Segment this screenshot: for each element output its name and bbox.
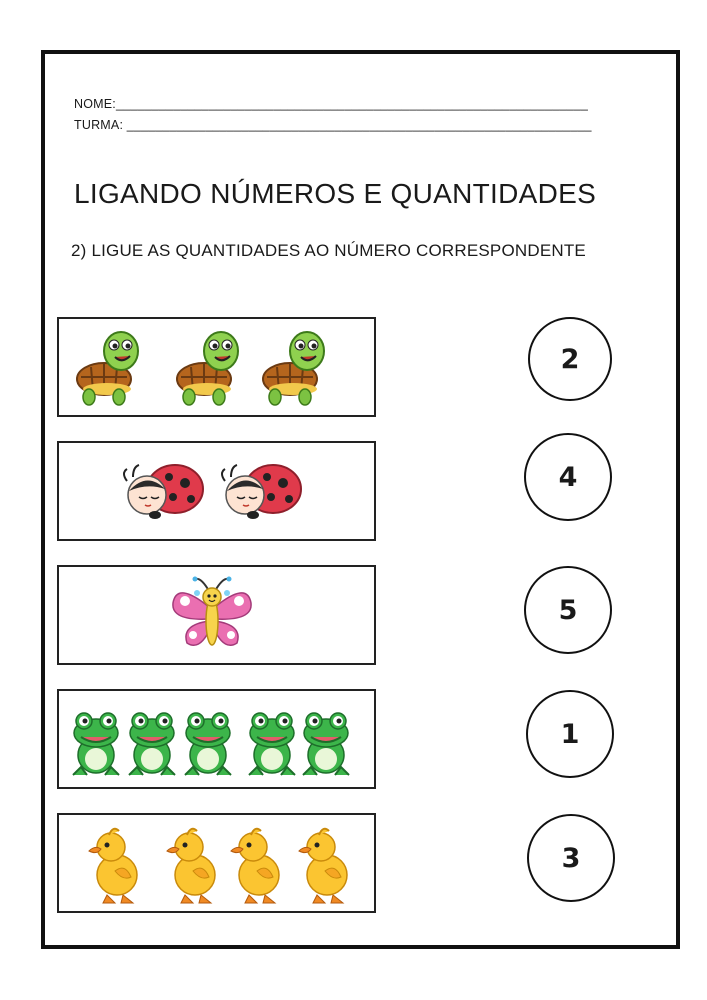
quantity-box-turtles[interactable] (57, 317, 376, 417)
number-circle-1[interactable]: 1 (526, 690, 614, 778)
ladybug-icon (217, 459, 305, 523)
duck-icon (85, 823, 141, 907)
worksheet-title: LIGANDO NÚMEROS E QUANTIDADES (74, 178, 597, 209)
quantity-box-frogs[interactable] (57, 689, 376, 789)
butterfly-icon (169, 573, 255, 657)
frog-icon (125, 711, 179, 777)
turtle-icon (257, 327, 329, 407)
quantity-box-ducks[interactable] (57, 813, 376, 913)
number-circle-5[interactable]: 5 (524, 566, 612, 654)
name-field-line[interactable]: NOME:__________________________________________________________________ (74, 97, 588, 111)
turtle-icon (71, 327, 143, 407)
turtle-icon (171, 327, 243, 407)
frog-icon (181, 711, 235, 777)
quantity-box-butterfly[interactable] (57, 565, 376, 665)
duck-icon (227, 823, 283, 907)
frog-icon (69, 711, 123, 777)
number-circle-2[interactable]: 2 (528, 317, 612, 401)
duck-icon (163, 823, 219, 907)
class-field-line[interactable]: TURMA: _________________________________________________________________ (74, 118, 592, 132)
frog-icon (245, 711, 299, 777)
duck-icon (295, 823, 351, 907)
ladybug-icon (119, 459, 207, 523)
number-circle-4[interactable]: 4 (524, 433, 612, 521)
number-circle-3[interactable]: 3 (527, 814, 615, 902)
instruction-text: 2) LIGUE AS QUANTIDADES AO NÚMERO CORRESPONDENTE (71, 241, 586, 260)
frog-icon (299, 711, 353, 777)
quantity-box-ladybugs[interactable] (57, 441, 376, 541)
